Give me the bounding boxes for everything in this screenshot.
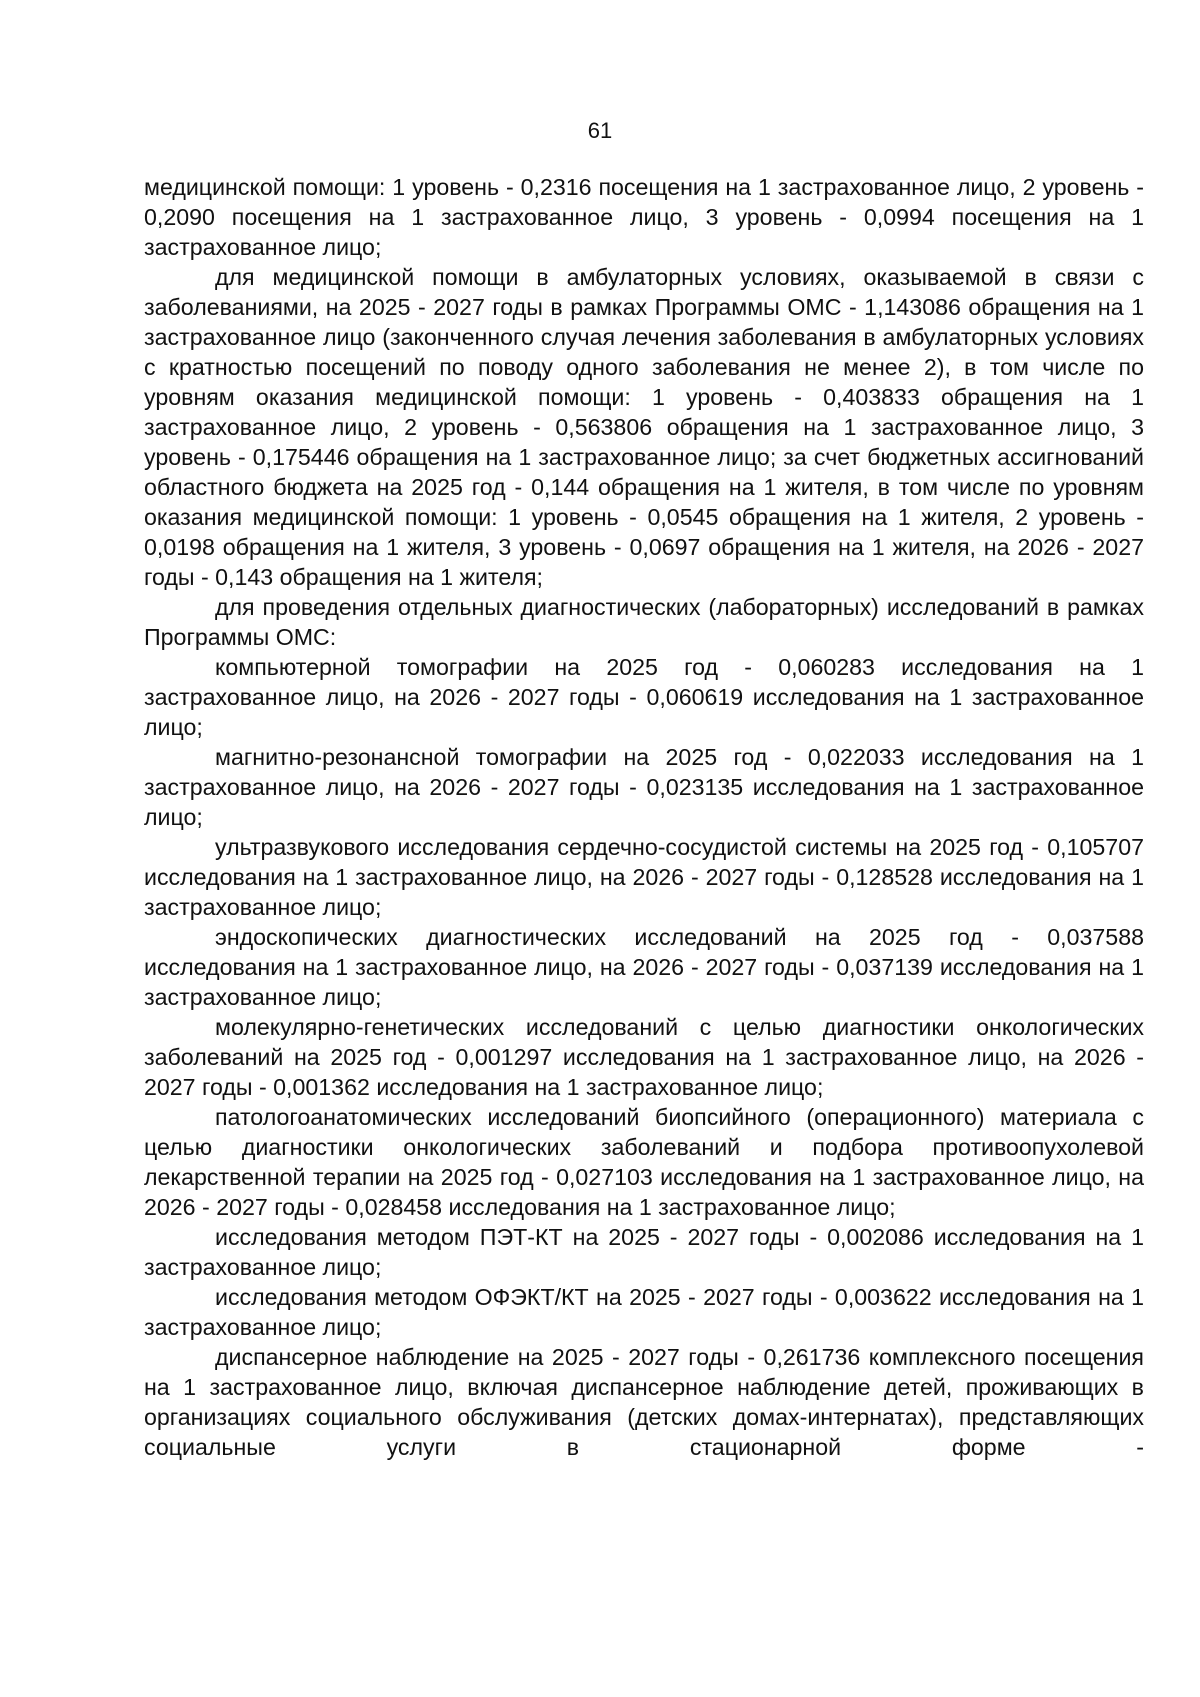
paragraph-mri: магнитно-резонансной томографии на 2025 год - 0,022033 исследования на 1 застрахованное лицо, на 2026 - 2027 годы - 0,023135 исследования на 1 застрахованное лицо; xyxy=(144,744,1144,830)
paragraph-pet-ct: исследования методом ПЭТ-КТ на 2025 - 2027 годы - 0,002086 исследования на 1 застрахованное лицо; xyxy=(144,1224,1144,1280)
paragraph-ultrasound: ультразвукового исследования сердечно-сосудистой системы на 2025 год - 0,105707 исследования на 1 застрахованное лицо, на 2026 - 2027 годы - 0,128528 исследования на 1 застрахованное лицо; xyxy=(144,834,1144,920)
page-number: 61 xyxy=(587,118,613,143)
document-body xyxy=(144,172,1144,1462)
paragraph-molecular-genetic: молекулярно-генетических исследований с целью диагностики онкологических заболеваний на 2025 год - 0,001297 исследования на 1 застрахованное лицо, на 2026 - 2027 годы - 0,001362 исследования на 1 застрахованное лицо; xyxy=(144,1014,1144,1100)
paragraph-ambulatory-care: для медицинской помощи в амбулаторных условиях, оказываемой в связи с заболеваниями, на 2025 - 2027 годы в рамках Программы ОМС - 1,143086 обращения на 1 застрахованное лицо (законченного случая лечения заболевания в амбулаторных условиях с кратностью посещений по поводу одного заболевания не менее 2), в том числе по уровням оказания медицинской помощи: 1 уровень - 0,403833 обращения на 1 застрахованное лицо, 2 уровень - 0,563806 обращения на 1 застрахованное лицо, 3 уровень - 0,175446 обращения на 1 застрахованное лицо; за счет бюджетных ассигнований областного бюджета на 2025 год - 0,144 обращения на 1 жителя, в том числе по уровням оказания медицинской помощи: 1 уровень - 0,0545 обращения на 1 жителя, 2 уровень - 0,0198 обращения на 1 жителя, 3 уровень - 0,0697 обращения на 1 жителя, на 2026 - 2027 годы - 0,143 обращения на 1 жителя; xyxy=(144,264,1144,590)
paragraph-dental-care-levels: медицинской помощи: 1 уровень - 0,2316 посещения на 1 застрахованное лицо, 2 уровень - 0,2090 посещения на 1 застрахованное лицо, 3 уровень - 0,0994 посещения на 1 застрахованное лицо; xyxy=(144,174,1144,260)
paragraph-ct: компьютерной томографии на 2025 год - 0,060283 исследования на 1 застрахованное лицо, на 2026 - 2027 годы - 0,060619 исследования на 1 застрахованное лицо; xyxy=(144,654,1144,740)
paragraph-endoscopy: эндоскопических диагностических исследований на 2025 год - 0,037588 исследования на 1 застрахованное лицо, на 2026 - 2027 годы - 0,037139 исследования на 1 застрахованное лицо; xyxy=(144,924,1144,1010)
paragraph-dispensary-observation: диспансерное наблюдение на 2025 - 2027 годы - 0,261736 комплексного посещения на 1 застрахованное лицо, включая диспансерное наблюдение детей, проживающих в организациях социального обслуживания (детских домах-интернатах), представляющих социальные услуги в стационарной форме - xyxy=(144,1344,1144,1460)
paragraph-pathology: патологоанатомических исследований биопсийного (операционного) материала с целью диагностики онкологических заболеваний и подбора противоопухолевой лекарственной терапии на 2025 год - 0,027103 исследования на 1 застрахованное лицо, на 2026 - 2027 годы - 0,028458 исследования на 1 застрахованное лицо; xyxy=(144,1104,1144,1220)
paragraph-spect-ct: исследования методом ОФЭКТ/КТ на 2025 - 2027 годы - 0,003622 исследования на 1 застрахованное лицо; xyxy=(144,1284,1144,1340)
paragraph-diagnostic-intro: для проведения отдельных диагностических (лабораторных) исследований в рамках Программы ОМС: xyxy=(144,594,1144,650)
